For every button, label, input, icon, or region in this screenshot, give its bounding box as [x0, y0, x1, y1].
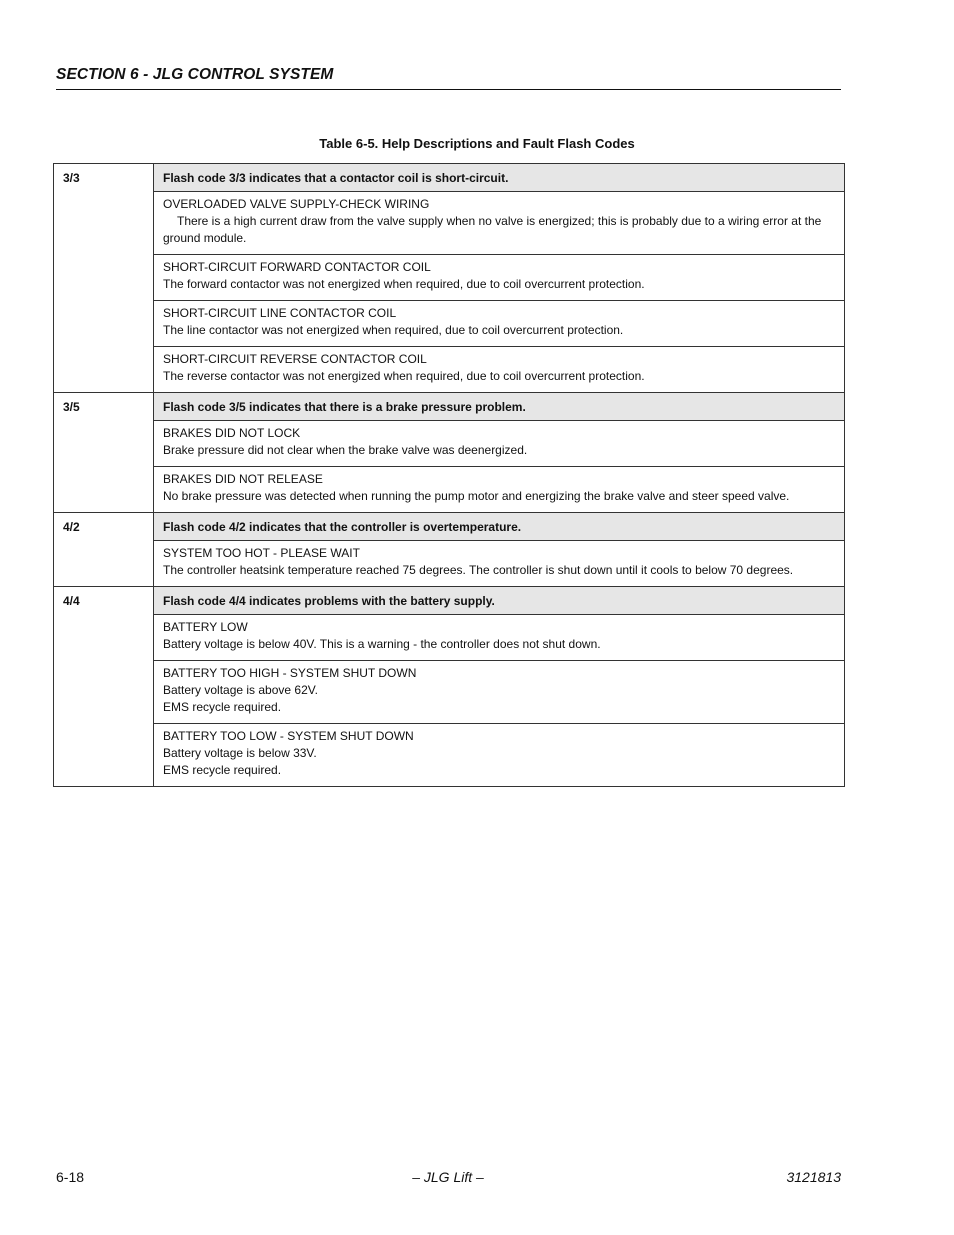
flash-code-cell: 3/3 — [54, 164, 154, 393]
fault-entry — [154, 724, 845, 787]
page-number: 6-18 — [56, 1169, 85, 1185]
fault-title: OVERLOADED VALVE SUPPLY-CHECK WIRING — [163, 197, 430, 211]
flash-code-row — [54, 513, 845, 541]
fault-entry — [154, 661, 845, 724]
flash-code-summary: Flash code 3/3 indicates that a contactor coil is short-circuit. — [154, 164, 845, 192]
fault-entry — [154, 467, 845, 513]
fault-code-table — [53, 163, 845, 787]
fault-description: Battery voltage is below 40V. This is a warning - the controller does not shut down. — [163, 637, 601, 651]
fault-entry-row — [54, 615, 845, 661]
flash-code-summary: Flash code 4/2 indicates that the controller is overtemperature. — [154, 513, 845, 541]
fault-entry-row — [54, 421, 845, 467]
fault-title: BATTERY LOW — [163, 620, 248, 634]
fault-description: Brake pressure did not clear when the brake valve was deenergized. — [163, 443, 528, 457]
flash-code-cell: 3/5 — [54, 393, 154, 513]
fault-description: The forward contactor was not energized when required, due to coil overcurrent protection. — [163, 277, 645, 291]
flash-code-row — [54, 393, 845, 421]
fault-description: There is a high current draw from the valve supply when no valve is energized; this is probably due to a wiring error at the ground module. — [163, 214, 822, 245]
fault-description: Battery voltage is above 62V. — [163, 683, 318, 697]
fault-title: BATTERY TOO LOW - SYSTEM SHUT DOWN — [163, 729, 414, 743]
footer-brand: – JLG Lift – — [412, 1169, 484, 1185]
fault-entry-row — [54, 192, 845, 255]
fault-description: EMS recycle required. — [163, 763, 282, 777]
fault-description: The line contactor was not energized when required, due to coil overcurrent protection. — [163, 323, 624, 337]
header-rule — [56, 89, 841, 90]
flash-code-row — [54, 164, 845, 192]
fault-entry-row — [54, 301, 845, 347]
fault-title: BRAKES DID NOT RELEASE — [163, 472, 323, 486]
flash-code-cell: 4/4 — [54, 587, 154, 787]
fault-title: SHORT-CIRCUIT LINE CONTACTOR COIL — [163, 306, 397, 320]
fault-title: BRAKES DID NOT LOCK — [163, 426, 301, 440]
fault-entry-row — [54, 347, 845, 393]
fault-description: EMS recycle required. — [163, 700, 282, 714]
flash-code-summary: Flash code 3/5 indicates that there is a brake pressure problem. — [154, 393, 845, 421]
fault-entry-row — [54, 724, 845, 787]
fault-entry — [154, 192, 845, 255]
fault-title: SHORT-CIRCUIT FORWARD CONTACTOR COIL — [163, 260, 431, 274]
fault-entry — [154, 347, 845, 393]
fault-description: No brake pressure was detected when running the pump motor and energizing the brake valve and steer speed valve. — [163, 489, 790, 503]
fault-title: SHORT-CIRCUIT REVERSE CONTACTOR COIL — [163, 352, 427, 366]
fault-title: BATTERY TOO HIGH - SYSTEM SHUT DOWN — [163, 666, 417, 680]
section-title: SECTION 6 - JLG CONTROL SYSTEM — [56, 66, 334, 83]
fault-entry — [154, 541, 845, 587]
fault-entry — [154, 421, 845, 467]
fault-title: SYSTEM TOO HOT - PLEASE WAIT — [163, 546, 360, 560]
fault-entry — [154, 255, 845, 301]
doc-number: 3121813 — [786, 1169, 841, 1185]
flash-code-summary: Flash code 4/4 indicates problems with the battery supply. — [154, 587, 845, 615]
fault-entry — [154, 301, 845, 347]
fault-entry-row — [54, 255, 845, 301]
flash-code-row — [54, 587, 845, 615]
table-caption: Table 6-5. Help Descriptions and Fault Flash Codes — [319, 136, 635, 151]
fault-entry — [154, 615, 845, 661]
fault-entry-row — [54, 467, 845, 513]
fault-description: The reverse contactor was not energized when required, due to coil overcurrent protection. — [163, 369, 645, 383]
fault-description: Battery voltage is below 33V. — [163, 746, 317, 760]
flash-code-cell: 4/2 — [54, 513, 154, 587]
fault-description: The controller heatsink temperature reached 75 degrees. The controller is shut down until it cools to below 70 degrees. — [163, 563, 794, 577]
fault-entry-row — [54, 661, 845, 724]
fault-entry-row — [54, 541, 845, 587]
